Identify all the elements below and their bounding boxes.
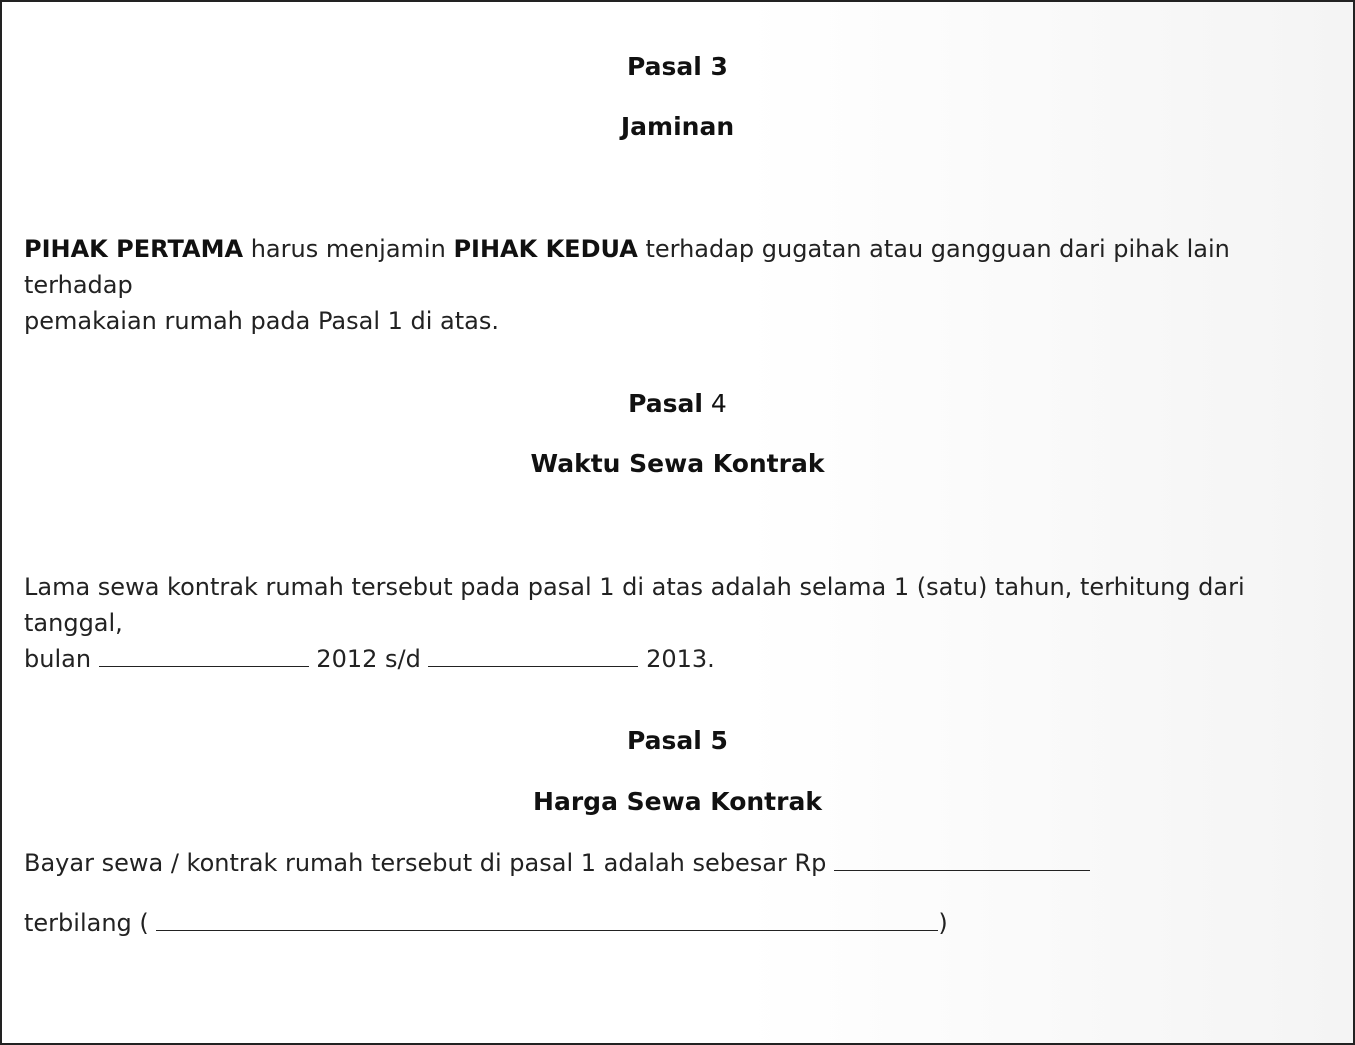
payment-amount-blank [834,846,1090,871]
bulan-label: bulan [24,645,99,673]
terbilang-close: ) [938,909,948,937]
party-first-label: PIHAK PERTAMA [24,235,244,263]
pasal-4-heading-word: Pasal [628,389,703,418]
party-second-label: PIHAK KEDUA [453,235,638,263]
pasal-5-payment-line [24,845,1324,881]
pasal-3-heading: Pasal 3 [627,52,728,81]
start-date-blank [99,642,309,667]
pasal-4-paragraph [24,569,1324,677]
pasal-4-heading [2,389,1353,418]
pasal-4-heading-number: 4 [702,389,727,418]
terbilang-blank [156,906,938,931]
pasal-5-heading: Pasal 5 [627,726,728,755]
pasal-3-title: Jaminan [620,112,735,141]
start-year: 2012 s/d [308,645,429,673]
payment-text: Bayar sewa / kontrak rumah tersebut di pasal 1 adalah sebesar Rp [24,849,835,877]
pasal-3-text-c: pemakaian rumah pada Pasal 1 di atas. [24,307,499,335]
pasal-3-text-a: harus menjamin [243,235,454,263]
pasal-4-text-line1: Lama sewa kontrak rumah tersebut pada pasal 1 di atas adalah selama 1 (satu) tahun, terhitung dari tanggal, [24,573,1245,637]
end-year: 2013. [638,645,715,673]
pasal-4-title: Waktu Sewa Kontrak [530,449,825,478]
pasal-3-paragraph [24,231,1324,339]
end-date-blank [428,642,638,667]
pasal-5-terbilang-line [24,905,1324,941]
terbilang-open: terbilang ( [24,909,157,937]
pasal-5-title: Harga Sewa Kontrak [533,787,822,816]
pasal-3-text-b: terhadap gugatan atau gangguan dari pihak lain terhadap [24,235,1230,299]
